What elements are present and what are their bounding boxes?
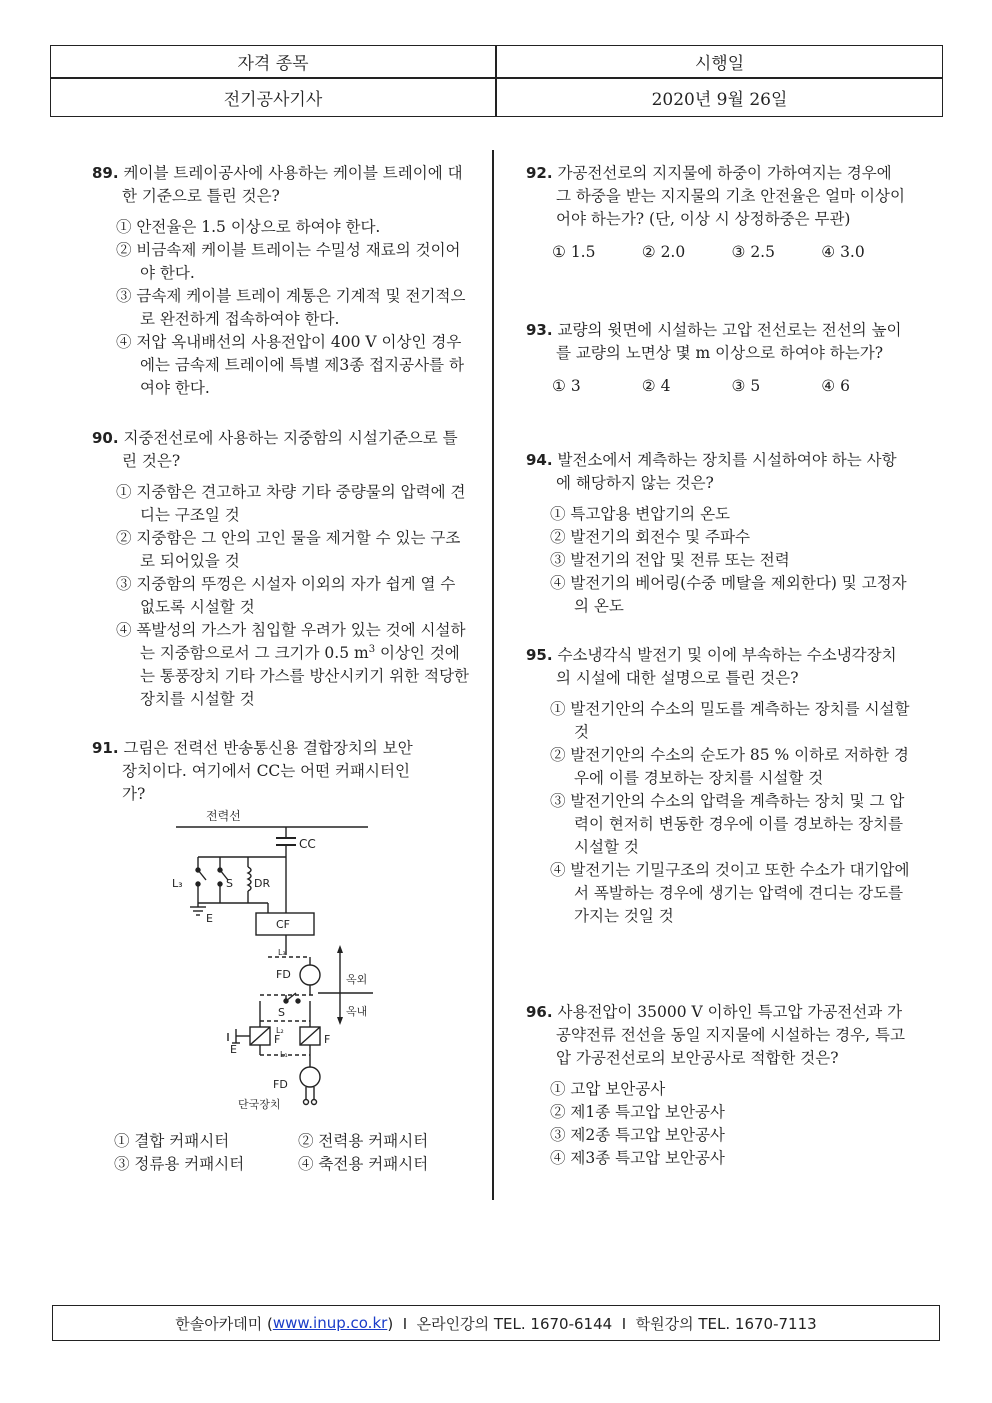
question-stem: 그림은 전력선 반송통신용 결합장치의 보안장치이다. 여기에서 CC는 어떤 커패시터인가? xyxy=(122,739,413,803)
question-number: 92. xyxy=(526,164,553,182)
option-3[interactable]: ③ 정류용 커패시터 xyxy=(114,1155,245,1173)
option-4[interactable]: ④ 제3종 특고압 보안공사 xyxy=(550,1149,725,1167)
label-s2: S xyxy=(278,1006,285,1019)
label-fd1: FD xyxy=(276,968,291,981)
question-89 xyxy=(92,162,472,400)
label-indoor: 옥내 xyxy=(346,1005,368,1018)
question-number: 96. xyxy=(526,1003,553,1021)
label-cf: CF xyxy=(276,918,291,931)
question-stem: 지중전선로에 사용하는 지중함의 시설기준으로 틀린 것은? xyxy=(122,429,458,470)
question-93 xyxy=(526,319,911,398)
label-dr: DR xyxy=(254,877,271,890)
footer-contacts: ) I 온라인강의 TEL. 1670-6144 I 학원강의 TEL. 1670-7113 xyxy=(387,1314,817,1333)
option-4[interactable]: ④ 6 xyxy=(821,377,850,395)
question-number: 93. xyxy=(526,321,553,339)
option-1[interactable]: ① 결합 커패시터 xyxy=(114,1132,230,1150)
footer-website-link[interactable]: www.inup.co.kr xyxy=(272,1314,388,1332)
option-2[interactable]: ② 지중함은 그 안의 고인 물을 제거할 수 있는 구조로 되어있을 것 xyxy=(116,529,461,570)
option-3[interactable]: ③ 발전기의 전압 및 전류 또는 전력 xyxy=(550,551,790,569)
question-90 xyxy=(92,427,472,711)
superscript-3: 3 xyxy=(368,643,376,655)
option-1[interactable]: ① 고압 보안공사 xyxy=(550,1080,666,1098)
option-1[interactable]: ① 발전기안의 수소의 밀도를 계측하는 장치를 시설할 것 xyxy=(550,700,910,741)
option-1[interactable]: ① 안전율은 1.5 이상으로 하여야 한다. xyxy=(116,218,381,236)
label-power-line: 전력선 xyxy=(206,809,241,823)
option-3[interactable]: ③ 지중함의 뚜껑은 시설자 이외의 자가 쉽게 열 수 없도록 시설할 것 xyxy=(116,575,456,616)
label-e: E xyxy=(206,912,213,925)
question-number: 95. xyxy=(526,646,553,664)
label-l3b: L₃ xyxy=(278,948,286,957)
question-stem: 발전소에서 계측하는 장치를 시설하여야 하는 사항에 해당하지 않는 것은? xyxy=(556,451,897,492)
question-94 xyxy=(526,449,911,618)
footer-bar xyxy=(52,1305,940,1341)
option-2[interactable]: ② 발전기안의 수소의 순도가 85 % 이하로 저하한 경우에 이를 경보하는 장치를 시설할 것 xyxy=(550,746,909,787)
option-4[interactable] xyxy=(116,619,472,711)
option-4[interactable]: ④ 축전용 커패시터 xyxy=(298,1155,429,1173)
option-1[interactable]: ① 지중함은 견고하고 차량 기타 중량물의 압력에 견디는 구조일 것 xyxy=(116,483,466,524)
label-f1: F xyxy=(274,1033,281,1046)
option-4[interactable]: ④ 발전기는 기밀구조의 것이고 또한 수소가 대기압에서 폭발하는 경우에 생기는 압력에 견디는 강도를 가지는 것일 것 xyxy=(550,861,910,925)
label-l1: L₁ xyxy=(280,1050,288,1059)
question-91-options xyxy=(92,1124,472,1176)
question-91 xyxy=(92,737,472,806)
option-1[interactable]: ① 1.5 xyxy=(552,243,596,261)
option-3[interactable]: ③ 제2종 특고압 보안공사 xyxy=(550,1126,725,1144)
fd-bottom xyxy=(300,1067,320,1087)
label-e2: E xyxy=(230,1043,237,1056)
label-l3: L₃ xyxy=(172,877,183,890)
option-1[interactable]: ① 3 xyxy=(552,377,581,395)
option-2[interactable]: ② 제1종 특고압 보안공사 xyxy=(550,1103,725,1121)
question-stem: 수소냉각식 발전기 및 이에 부속하는 수소냉각장치의 시설에 대한 설명으로 틀린 것은? xyxy=(556,646,897,687)
header-date-label: 시행일 xyxy=(694,54,745,74)
option-3[interactable]: ③ 발전기안의 수소의 압력을 계측하는 장치 및 그 압력이 현저히 변동한 경우에 이를 경보하는 장치를 시설할 것 xyxy=(550,792,905,856)
option-2[interactable]: ② 2.0 xyxy=(641,243,686,261)
question-stem: 사용전압이 35000 V 이하인 특고압 가공전선과 가공약전류 전선을 동일 지지물에 시설하는 경우, 특고압 가공전선로의 보안공사로 적합한 것은? xyxy=(556,1003,905,1067)
option-4[interactable]: ④ 발전기의 베어링(수중 메탈을 제외한다) 및 고정자의 온도 xyxy=(550,574,907,615)
question-stem: 가공전선로의 지지물에 하중이 가하여지는 경우에 그 하중을 받는 지지물의 기초 안전율은 얼마 이상이어야 하는가? (단, 이상 시 상정하중은 무관) xyxy=(556,164,905,228)
option-4-text: ④ 폭발성의 가스가 침입할 우려가 있는 것에 시설하는 지중함으로서 그 크기가 0.5 m xyxy=(116,621,466,662)
header-date-value: 2020년 9월 26일 xyxy=(651,90,788,110)
option-3[interactable]: ③ 5 xyxy=(731,377,761,395)
option-3[interactable]: ③ 금속제 케이블 트레이 계통은 기계적 및 전기적으로 완전하게 접속하여야 한다. xyxy=(116,287,466,328)
question-96 xyxy=(526,1001,911,1170)
option-4[interactable]: ④ 3.0 xyxy=(821,243,865,261)
label-fd2: FD xyxy=(273,1078,288,1091)
label-outdoor: 옥외 xyxy=(346,973,368,986)
question-95 xyxy=(526,644,911,928)
option-4[interactable]: ④ 저압 옥내배선의 사용전압이 400 V 이상인 경우에는 금속제 트레이에 특별 제3종 접지공사를 하여야 한다. xyxy=(116,333,464,397)
label-cc: CC xyxy=(299,837,316,851)
option-2[interactable]: ② 4 xyxy=(641,377,671,395)
column-divider xyxy=(492,150,494,1200)
fd-top xyxy=(300,965,320,985)
label-terminal: 단국장치 xyxy=(238,1098,281,1111)
option-2[interactable]: ② 전력용 커패시터 xyxy=(298,1132,429,1150)
option-4-text-cont: 이상인 것에는 통풍장치 기타 가스를 방산시키기 위한 적당한 장치를 시설할 것 xyxy=(140,644,470,708)
label-l2: L₂ xyxy=(276,1026,284,1035)
label-f2: F xyxy=(324,1033,331,1046)
question-stem: 케이블 트레이공사에 사용하는 케이블 트레이에 대한 기준으로 틀린 것은? xyxy=(122,164,463,205)
option-1[interactable]: ① 특고압용 변압기의 온도 xyxy=(550,505,731,523)
header-subject-value: 전기공사기사 xyxy=(223,90,323,110)
question-number: 90. xyxy=(92,429,119,447)
question-number: 89. xyxy=(92,164,119,182)
label-s: S xyxy=(226,877,233,890)
footer-academy: 한솔아카데미 ( xyxy=(175,1314,273,1333)
exam-header-table xyxy=(50,45,943,117)
header-subject-label: 자격 종목 xyxy=(237,54,309,74)
option-3[interactable]: ③ 2.5 xyxy=(731,243,775,261)
question-92 xyxy=(526,162,911,264)
question-number: 94. xyxy=(526,451,553,469)
question-number: 91. xyxy=(92,739,119,757)
coupling-device-diagram xyxy=(168,805,388,1115)
option-2[interactable]: ② 비금속제 케이블 트레이는 수밀성 재료의 것이어야 한다. xyxy=(116,241,461,282)
question-stem: 교량의 윗면에 시설하는 고압 전선로는 전선의 높이를 교량의 노면상 몇 m 이상으로 하여야 하는가? xyxy=(556,321,902,362)
option-2[interactable]: ② 발전기의 회전수 및 주파수 xyxy=(550,528,750,546)
